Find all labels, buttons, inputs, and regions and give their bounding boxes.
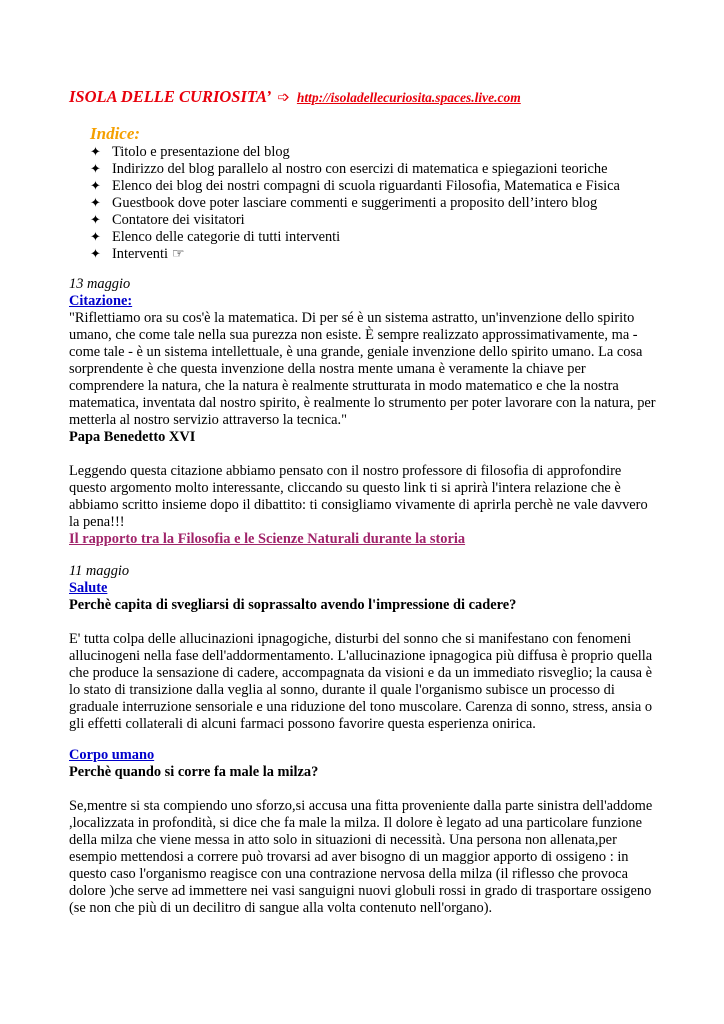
- post-comment: Leggendo questa citazione abbiamo pensato con il nostro professore di filosofia di approfondire questo argomento molto interessante, cliccando su questo link ti si aprirà l'intera relazione che è abbiamo scritto insieme dopo il dibattito: ti consigliamo vivamente di aprirla perchè ne vale davvero la pena!!!: [69, 463, 648, 530]
- index-item: ✦ Elenco delle categorie di tutti interventi: [90, 229, 341, 245]
- post-corpo-umano: [69, 747, 659, 917]
- index-item: ✦ Guestbook dove poter lasciare commenti e suggerimenti a proposito dell’intero blog: [90, 195, 598, 211]
- post-question: Perchè capita di svegliarsi di soprassalto avendo l'impressione di cadere?: [69, 597, 517, 613]
- index-item: ✦ Interventi ☞: [90, 246, 185, 262]
- site-url-link[interactable]: http://isoladellecuriosita.spaces.live.com: [296, 90, 521, 105]
- post-date: 11 maggio: [69, 563, 130, 579]
- category-link-corpo-umano[interactable]: Corpo umano: [69, 747, 155, 763]
- quote-text: "Riflettiamo ora su cos'è la matematica. Di per sé è un sistema astratto, un'invenzione dello spirito umano, che come tale nella sua purezza non esiste. È sempre realizzato approssimativamente, ma - come tale - è un sistema intellettuale, è una grande, geniale invenzione dello spirito umano. La cosa sorprendente è che questa invenzione della nostra mente umana è veramente la chiave per comprendere la natura, che la natura è realmente strutturata in modo matematico e che la nostra matematica, inventata dal nostro spirito, è realmente lo strumento per poter lavorare con la natura, per metterla al nostro servizio attraverso la tecnica.": [69, 310, 656, 428]
- four-pointed-star-icon: ✦: [90, 178, 101, 193]
- four-pointed-star-icon: ✦: [90, 212, 101, 227]
- quote-author: Papa Benedetto XVI: [69, 429, 196, 445]
- four-pointed-star-icon: ✦: [90, 195, 101, 210]
- index-item: ✦ Elenco dei blog dei nostri compagni di scuola riguardanti Filosofia, Matematica e Fisica: [90, 178, 620, 194]
- relazione-link[interactable]: Il rapporto tra la Filosofia e le Scienze Naturali durante la storia: [69, 531, 466, 547]
- post-question: Perchè quando si corre fa male la milza?: [69, 764, 319, 780]
- four-pointed-star-icon: ✦: [90, 246, 101, 261]
- index-item: ✦ Indirizzo del blog parallelo al nostro con esercizi di matematica e spiegazioni teoriche: [90, 161, 608, 177]
- blog-title-line: [69, 87, 521, 107]
- index-item: ✦ Contatore dei visitatori: [90, 212, 245, 228]
- post-answer: Se,mentre si sta compiendo uno sforzo,si accusa una fitta proveniente dalla parte sinistra dell'addome ,localizzata in profondità, si dice che fa male la milza. Il dolore è legato ad una particolare funzione della milza che viene messa in atto solo in situazioni di necessità. Una persona non allenata,per esempio mettendosi a correre può trovarsi ad aver bisogno di un maggior apporto di ossigeno : in questo caso l'organismo reagisce con una contrazione nervosa della milza (il riflesso che provoca dolore )che serve ad immettere nei vasi sanguigni nuovi globuli rossi in grado di trasportare ossigeno (se non che più di un decilitro di sangue alla volta contenuto nell'organo).: [69, 798, 653, 916]
- post-11-maggio: [69, 563, 659, 733]
- pointing-hand-icon: ☞: [171, 247, 185, 262]
- index-item: ✦ Titolo e presentazione del blog: [90, 144, 290, 160]
- post-13-maggio: [69, 276, 659, 548]
- index-list: [90, 143, 620, 262]
- four-pointed-star-icon: ✦: [90, 144, 101, 159]
- index-heading: Indice:: [90, 124, 141, 143]
- category-link-salute[interactable]: Salute: [69, 580, 108, 596]
- site-title: ISOLA DELLE CURIOSITA’: [69, 87, 272, 106]
- category-link-citazione[interactable]: Citazione:: [69, 293, 133, 309]
- post-date: 13 maggio: [69, 276, 131, 292]
- post-answer: E' tutta colpa delle allucinazioni ipnagogiche, disturbi del sonno che si manifestano con fenomeni allucinogeni nella fase dell'addormentamento. L'allucinazione ipnagogica più diffusa è proprio quella che produce la sensazione di cadere, accompagnata da visioni e da un immediato risveglio; la causa è lo stato di transizione dalla veglia al sonno, durante il quale l'organismo subisce un processo di graduale interruzione sensoriale e una riduzione del tono muscolare. Carenza di sonno, stress, ansia o gli effetti collaterali di alcuni farmaci possono favorire questa esperienza onirica.: [69, 631, 653, 732]
- four-pointed-star-icon: ✦: [90, 161, 101, 176]
- right-arrow-icon: ➩: [277, 90, 290, 106]
- four-pointed-star-icon: ✦: [90, 229, 101, 244]
